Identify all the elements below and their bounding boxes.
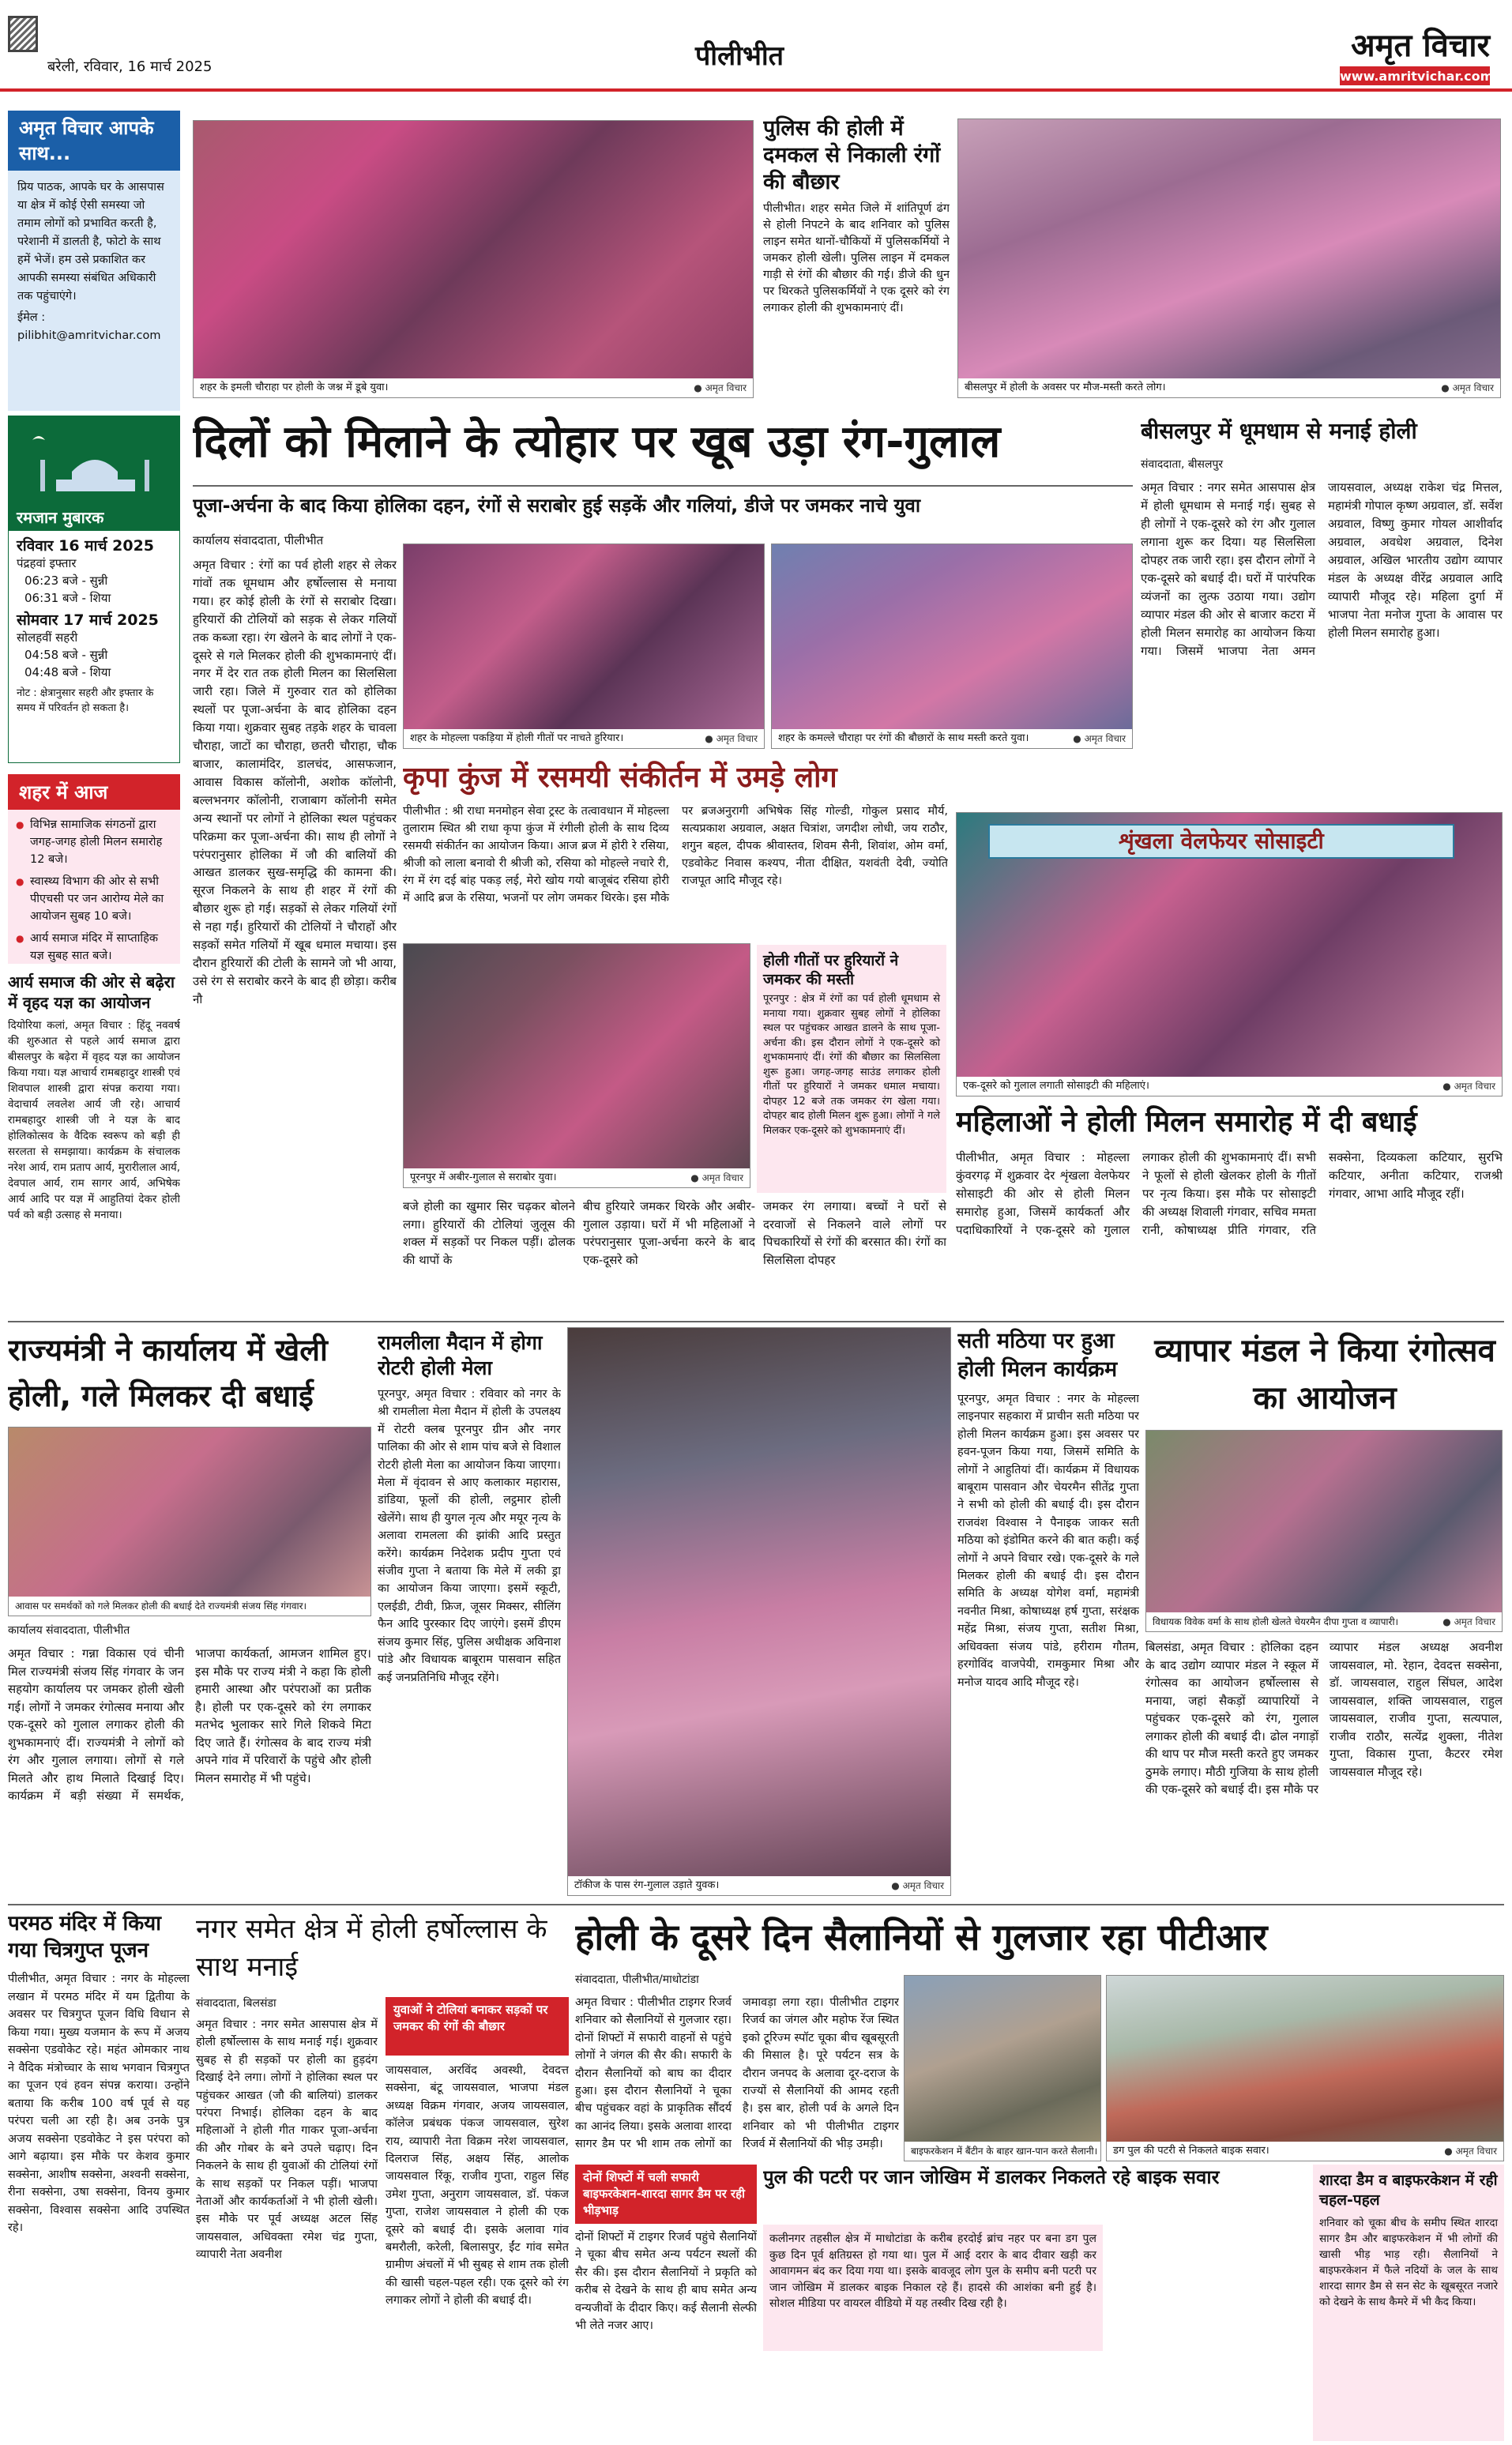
bisalpur-text: अमृत विचार : नगर समेत आसपास क्षेत्र में होली धूमधाम से मनाई गई। सुबह से ही लोगों ने एक-दूसरे को रंग और गुलाल लगाना शुरू कर दिया। यह सिलसिला दोपहर तक जारी रहा। इस दौरान लोगों ने एक-दूसरे को बधाई दी। घरों में पारंपरिक व्यंजनों का लुत्फ उठाया गया। उद्योग व्यापार मंडल की ओर से बाजार कटरा में होली मिलन समारोह का आयोजन किया गया। जिसमें भाजपा नेता अमन जायसवाल, अध्यक्ष राकेश चंद्र मित्तल, महामंत्री गोपाल कृष्ण अग्रवाल, डॉ. सर्वेश अग्रवाल, विष्णु कुमार गोयल आशीर्वाद अग्रवाल, अवधेश अग्रवाल, दिनेश अग्रवाल, अखिल भारतीय उद्योग व्यापार मंडल के अध्यक्ष वीरेंद्र अग्रवाल आदि व्यापारी मौजूद रहे। महिला दुर्गा में भाजपा नेता मनोज गुप्ता के आवास पर होली मिलन समारोह हुआ।: [1141, 480, 1503, 658]
vyapar-photo: [1145, 1430, 1503, 1632]
photo-caption: पूरनपुर में अबीर-गुलाल से सराबोर युवा।: [410, 1172, 557, 1183]
nagar-col1: [196, 2016, 378, 2441]
sati-headline: सती मठिया पर हुआ होली मिलन कार्यक्रम: [957, 1329, 1118, 1382]
kripa-story: [403, 803, 948, 937]
nagar-col2: [386, 2062, 569, 2441]
main-headline: [193, 411, 1133, 483]
mahila-headline-text: महिलाओं ने होली मिलन समारोह में दी बधाई: [956, 1106, 1417, 1138]
day2-title: सोमवार 17 मार्च 2025: [17, 611, 159, 629]
bisalpur-story: [1141, 479, 1503, 809]
sharda-headline: शारदा डैम व बाइफरकेशन में रही चहल-पहल: [1319, 2172, 1498, 2209]
ramzan-title: रमजान मुबारक: [9, 503, 179, 531]
minister-story: [8, 1645, 371, 1898]
main-col4-text: जमकर रंग लगाया। बच्चों ने घरों से दरवाजों से निकलने वाले लोगों पर पिचकारियों से रंगों की बरसात की। रंगों का सिलसिला दोपहर: [763, 1199, 946, 1267]
masthead: [0, 0, 1512, 85]
main-col1: [193, 556, 397, 1354]
ramlila-headline: रामलीला मैदान में होगा रोटरी होली मेला: [378, 1331, 543, 1379]
bridge-box: [763, 2225, 1103, 2351]
day1-sub: पंद्रहवां इफ्तार: [17, 556, 77, 570]
main-photo-kamalle: [771, 544, 1133, 749]
ramlila-story: [378, 1330, 561, 1899]
photo-credit: ● अमृत विचार: [1442, 1616, 1495, 1627]
police-text: पीलीभीत। शहर समेत जिले में शांतिपूर्ण ढंग से होली निपटने के बाद शनिवार को पुलिस लाइन समेत थानों-चौकियों में पुलिसकर्मियों ने जमकर होली खेली। पुलिस लाइन में दमकल गाड़ी से रंगों की बौछार की गई। डीजे की धुन पर थिरकते पुलिसकर्मियों ने एक दूसरे को रंग लगाकर होली की शुभकामनाएं दीं।: [763, 202, 950, 314]
main-col1-text: अमृत विचार : रंगों का पर्व होली शहर से लेकर गांवों तक धूमधाम और हर्षोल्लास से मनाया गया। हर कोई होली के रंगों से सराबोर दिखा। हुरियारों की टोलियों को सड़क से लेकर गलियों तक कब्जा रहा। रंग खेलने के बाद लोगों ने एक-दूसरे से गले मिलकर होली की शुभकामनाएं दीं। नगर में देर रात तक होली मिलन का सिलसिला जारी रहा। जिले में गुरुवार रात को होलिका स्थलों पर पूजा-अर्चना के बाद होलिका दहन किया गया। शुक्रवार सुबह तड़के शहर के चावला चौराहा, जाटों का चौराहा, छतरी चौराहा, चौक बाजार, कालामंदिर, डालचंद, आसफजान, आवास विकास कॉलोनी, अशोक कॉलोनी, बल्लभनगर कॉलोनी, राजाबाग कॉलोनी समेत अन्य स्थानों पर लोगों ने होलिका स्थल पहुंचकर परिक्रमा कर पूजा-अर्चना की। साथ ही लोगों ने परंपरानुसार होलिका में जौ की बालियों की आखत डालकर सुख-समृद्धि की कामना की। सूरज निकलने के साथ ही शहर में रंगों की बौछार शुरू हो गई। सड़कों से लेकर गलियों रंगों से नहा गईं। हुरियारों की टोलियों ने चौराहों और सड़कों समेत गलियों में खूब धमाल मचाया। इस दौरान हुरियारों की टोली के सामने जो भी आया, उसे रंग से सराबोर करने के बाद ही छोड़ा। करीब नौ: [193, 558, 397, 1006]
vyapar-headline-text: व्यापार मंडल ने किया रंगोत्सव का आयोजन: [1154, 1333, 1495, 1416]
main-byline: कार्यालय संवाददाता, पीलीभीत: [193, 533, 324, 547]
bisalpur-headline-text: बीसलपुर में धूमधाम से मनाई होली: [1141, 418, 1417, 444]
arya-text: दियोरिया कलां, अमृत विचार : हिंदू नववर्ष की शुरुआत से पहले आर्य समाज द्वारा बीसलपुर के बढ़ेरा में वृहद यज्ञ का आयोजन किया गया। यज्ञ आचार्य रामबहादुर शास्त्री एवं शिवपाल शास्त्री द्वारा संपन्न कराया गया। वेदाचार्य लवलेश आर्य जी रहे। आचार्य रामबहादुर शास्त्री जी ने यज्ञ के बाद होलिकोत्सव के वैदिक स्वरूप को बड़ी ही सरलता से समझाया। कार्यक्रम के संचालक नरेश आर्य, राम प्रताप आर्य, मुरारीलाल आर्य, देवपाल आर्य, राम सागर आर्य, अभिषेक आर्य आदि पर यज्ञ में आहुतियां देकर होली पर्व को बड़ी उत्साह से मनाया।: [8, 1019, 180, 1221]
society-banner: शृंखला वेलफेयर सोसाइटी: [988, 824, 1454, 859]
police-holi-story: [763, 115, 950, 400]
headline-rule: [193, 485, 1133, 487]
day2-sub: सोलहवीं सहरी: [17, 630, 78, 645]
day1-time1: 06:23 बजे - सुन्नी: [24, 574, 108, 588]
nagar-sub-box: युवाओं ने टोलियां बनाकर सड़कों पर जमकर की रंगों की बौछार: [386, 1997, 569, 2056]
newspaper-logo-icon: [8, 16, 38, 52]
kripa-text: पीलीभीत : श्री राधा मनमोहन सेवा ट्रस्ट के तत्वावधान में मोहल्ला तुलाराम स्थित श्री राधा कृपा कुंज में रंगीली होली के साथ दिव्य रसमयी संकीर्तन का आयोजन किया। आज ब्रज में होरी रे रसिया, श्रीजी को लाला बनावो री श्रीजी को, रसिया को मोहल्ले नचारे री, रंग में रंग दई बांह पकड़ लई, मेरो खोय गयो बाजूबंद रसिया होरी में आदि ब्रज के रसिया, भजनों पर लोग जमकर थिरके। इस मौके पर ब्रजअनुरागी अभिषेक सिंह गोल्डी, गोकुल प्रसाद मौर्य, सत्यप्रकाश अग्रवाल, अक्षत चित्रांश, जगदीश लोधी, जय राठौर, शगुन बहल, दीपक श्रीवास्तव, शिवम सैनी, शिवांश, ओम वर्मा, एडवोकेट निवास कश्यप, नीता दीक्षित, यशवंती देवी, ज्योति राजपूत आदि मौजूद रहे।: [403, 805, 948, 905]
ramlila-text: पूरनपुर, अमृत विचार : रविवार को नगर के श्री रामलीला मेला मैदान में होली के उपलक्ष्य में रोटरी क्लब पूरनपुर ग्रीन और नगर पालिका की ओर से शाम पांच बजे से विशाल रोटरी होली मेला का आयोजन किया जाएगा। मेला में वृंदावन से आए कलाकार महारास, डांडिया, फूलों की होली, लट्ठमार होली खेलेंगे। साथ ही युगल नृत्य और मयूर नृत्य के अलावा रामलला की झांकी आदि प्रस्तुत करेंगे। कार्यक्रम निदेशक प्रदीप गुप्ता एवं संजीव गुप्ता ने बताया कि मेले में लकी ड्रा का आयोजन किया जाएगा। इसमें स्कूटी, एलईडी, टीवी, फ्रिज, जूसर मिक्सर, सीलिंग फैन आदि पुरस्कार दिए जाएंगे। इसमें डीएम संजय कुमार सिंह, पुलिस अधीक्षक अविनाश पांडे और विधायक बाबूराम पासवान सहित कई जनप्रतिनिधि मौजूद रहेंगे।: [378, 1388, 561, 1684]
with-you-box: [8, 111, 180, 411]
main-col4: [763, 1198, 946, 1316]
photo-credit: ● अमृत विचार: [1073, 733, 1126, 744]
arya-samaj-story: [8, 972, 180, 1288]
nagar-headline-text: नगर समेत क्षेत्र में होली हर्षोल्लास के साथ मनाई: [196, 1913, 547, 1983]
main-col3: [583, 1198, 755, 1316]
with-you-text: प्रिय पाठक, आपके घर के आसपास या क्षेत्र में कोई ऐसी समस्या जो तमाम लोगों को प्रभावित करती है, परेशानी में डालती है, फोटो के साथ हमें भेजें। हम उसे प्रकाशित कर आपकी समस्या संबंधित अधिकारी तक पहुंचाएंगे।: [17, 181, 164, 303]
day1-time2: 06:31 बजे - शिया: [24, 591, 111, 605]
day2-time1: 04:58 बजे - सुन्नी: [24, 648, 108, 662]
issue-date: बरेली, रविवार, 16 मार्च 2025: [47, 58, 213, 75]
mahila-headline: [956, 1101, 1503, 1145]
holi-geet-text: पूरनपुर : क्षेत्र में रंगों का पर्व होली धूमधाम से मनाया गया। शुक्रवार सुबह लोगों ने होलिका स्थल पर पहुंचकर आखत डालने के साथ पूजा-अर्चना की। इस दौरान लोगों ने एक-दूसरे को शुभकामनाएं दीं। रंगों की बौछार का सिलसिला शुरू हुआ। जगह-जगह साउंड लगाकर होली गीतों पर हुरियारों ने जमकर धमाल मचाया। दोपहर 12 बजे तक जमकर रंग खेला गया। दोपहर बाद होली मिलन शुरू हुआ। लोगों ने गले मिलकर एक-दूसरे को शुभकामनाएं दीं।: [763, 993, 940, 1137]
bridge-story: [763, 2165, 1305, 2441]
bridge-text: कलीनगर तहसील क्षेत्र में माधोटांडा के करीब हरदोई ब्रांच नहर पर बना डग पुल कुछ दिन पूर्व क्षतिग्रस्त हो गया था। पुल में आई दरार के बाद दीवार खड़ी कर आवागमन बंद कर दिया गया था। इसके बावजूद लोग पुल के समीप बनी पटरी पर जान जोखिम में डालकर बाइक निकाल रहे हैं। हादसे की आशंका बनी हुई है। सोशल मीडिया पर वायरल वीडियो में यह तस्वीर दिख रही है।: [769, 2232, 1096, 2310]
today-item: ● विभिन्न सामाजिक संगठनों द्वारा जगह-जगह होली मिलन समारोह 12 बजे।: [16, 816, 172, 868]
bisalpur-byline: संवाददाता, बीसलपुर: [1141, 458, 1224, 471]
minister-byline: कार्यालय संवाददाता, पीलीभीत: [8, 1624, 130, 1637]
photo-credit: ● अमृत विचार: [690, 1172, 743, 1183]
photo-caption: शहर के इमली चौराहा पर होली के जश्न में डूबे युवा।: [200, 382, 389, 393]
kripa-headline-text: कृपा कुंज में रसमयी संकीर्तन में उमड़े लोग: [403, 762, 837, 794]
today-item: ● आर्य समाज मंदिर में साप्ताहिक यज्ञ सुबह सात बजे।: [16, 930, 172, 964]
photo-caption: टॉकीज के पास रंग-गुलाल उड़ाते युवक।: [574, 1879, 720, 1891]
police-headline: पुलिस की होली में दमकल से निकाली रंगों की बौछार: [763, 116, 941, 194]
mahila-text: पीलीभीत, अमृत विचार : मोहल्ला कुंवरगढ़ में शुक्रवार देर शृंखला वेलफेयर सोसाइटी की ओर से होली मिलन समारोह हुआ, जिसमें कार्यकर्ता और पदाधिकारियों ने एक-दूसरे को गुलाल लगाकर होली की शुभकामनाएं दीं। सभी ने फूलों से होली खेलकर होली के गीतों पर नृत्य किया। इस मौके पर सोसाइटी की अध्यक्ष शिवाली गंगवार, सचिव ममता रानी, कोषाध्यक्ष प्रीति गंगवार, रति सक्सेना, दिव्यकला कटियार, सुरभि कटियार, अनीता कटियार, राजश्री गंगवार, आभा आदि मौजूद रहीं।: [956, 1150, 1503, 1237]
main-subheadline: [193, 490, 1141, 525]
today-item: ● स्वास्थ्य विभाग की ओर से सभी पीएचसी पर जन आरोग्य मेले का आयोजन सुबह 10 बजे।: [16, 873, 172, 925]
with-you-title: अमृत विचार आपके साथ...: [8, 111, 180, 171]
mahila-story: [956, 1149, 1503, 1316]
minister-text: अमृत विचार : गन्ना विकास एवं चीनी मिल राज्यमंत्री संजय सिंह गंगवार के जन सहयोग कार्यालय पर जमकर होली खेली गई। लोगों ने जमकर रंगोत्सव मनाया और एक-दूसरे को गुलाल लगाकर होली की शुभकामनाएं दीं। राज्यमंत्री ने लोगों को रंग और गुलाल लगाया। लोगों से गले मिलते और हाथ मिलाते दिखाई दिए। कार्यक्रम में बड़ी संख्या में समर्थक, भाजपा कार्यकर्ता, आमजन शामिल हुए। इस मौके पर राज्य मंत्री ने कहा कि होली हमारी आस्था और परंपराओं का प्रतीक है। होली पर एक-दूसरे को रंग लगाकर मतभेद भुलाकर सारे गिले शिकवे मिटा दिए जाते हैं। रंगोत्सव के बाद राज्य मंत्री अपने गांव में परिवारों के पहुंचे और होली मिलन समारोह में भी पहुंचे।: [8, 1646, 371, 1803]
main-photo-puranpur: [403, 943, 750, 1188]
photo-caption: बीसलपुर में होली के अवसर पर मौज-मस्ती करते लोग।: [965, 382, 1166, 393]
pti-photo-bifurcation: [904, 1975, 1101, 2161]
bridge-headline: पुल की पटरी पर जान जोखिम में डालकर निकलते रहे बाइक सवार: [763, 2166, 1220, 2188]
ramzan-box: [8, 416, 180, 763]
photo-caption: विधायक विवेक वर्मा के साथ होली खेलते चेयरमैन दीपा गुप्ता व व्यापारी।: [1153, 1616, 1399, 1627]
pti-box: [575, 2165, 757, 2441]
arya-headline: आर्य समाज की ओर से बढ़ेरा में वृहद यज्ञ का आयोजन: [8, 972, 175, 1012]
holi-geet-headline: होली गीतों पर हुरियारों ने जमकर की मस्ती: [763, 952, 899, 988]
main-subheadline-text: पूजा-अर्चना के बाद किया होलिका दहन, रंगों से सराबोर हुई सड़कें और गलियां, डीजे पर जमकर नाचे युवा: [193, 495, 921, 517]
photo-caption: एक-दूसरे को गुलाल लगाती सोसाइटी की महिलाएं।: [963, 1080, 1149, 1092]
main-col2-text: बजे होली का खुमार सिर चढ़कर बोलने लगा। हुरियारों की टोलियां जुलूस की शक्ल में सड़कों पर निकल पड़ीं। ढोलक की थापों के: [403, 1199, 575, 1267]
pti-headline-text: होली के दूसरे दिन सैलानियों से गुलजार रहा पीटीआर: [575, 1916, 1268, 1958]
day1-title: रविवार 16 मार्च 2025: [17, 537, 155, 555]
main-col3-text: बीच हुरियारे जमकर थिरके और अबीर-गुलाल उड़ाया। घरों में भी महिलाओं ने परंपरानुसार पूजा-अर्चना करने के बाद एक-दूसरे को: [583, 1199, 755, 1267]
photo-caption: बाइफरकेशन में बैंटीन के बाहर खान-पान करते सैलानी।: [911, 2146, 1098, 2157]
main-headline-text: दिलों को मिलाने के त्योहार पर खूब उड़ा रंग-गुलाल: [193, 416, 1001, 468]
photo-credit: ● अमृत विचार: [1444, 2146, 1497, 2157]
paramath-text: पीलीभीत, अमृत विचार : नगर के मोहल्ला लखान में परमठ मंदिर में यम द्वितीया के अवसर पर चित्रगुप्त पूजन विधि विधान से किया गया। मुख्य यजमान के रूप में अजय सक्सेना एडवोकेट रहे। महंत ओमकार नाथ ने वैदिक मंत्रोच्चार के साथ भगवान चित्रगुप्त का पूजन एवं हवन संपन्न कराया। उन्होंने बताया कि करीब 100 वर्ष पूर्व से यह परंपरा चली आ रही है। अब उनके पुत्र अजय सक्सेना एडवोकेट ने इस परंपरा को आगे बढ़ाया। इस मौके पर केशव कुमार सक्सेना, आशीष सक्सेना, अश्वनी सक्सेना, रीना सक्सेना, उषा सक्सेना, विनय कुमार सक्सेना, विश्वास सक्सेना आदि उपस्थित रहे।: [8, 1973, 190, 2234]
holi-photo-bisalpur: [957, 118, 1501, 398]
pti-text: अमृत विचार : पीलीभीत टाइगर रिजर्व शनिवार को सैलानियों से गुलजार रहा। दोनों शिफ्टों में सफारी वाहनों से पहुंचे लोगों ने जंगल की सैर की। सफारी के दौरान सैलानियों को बाघ का दीदार हुआ। इस दौरान सैलानियों ने चूका बीच पहुंचकर वहां के प्राकृतिक सौंदर्य का आनंद लिया। इसके अलावा शारदा सागर डैम पर भी शाम तक लोगों का जमावड़ा लगा रहा। पीलीभीत टाइगर रिजर्व का जंगल और महोफ रेंज स्थित इको टूरिज्म स्पॉट चूका बीच खूबसूरती की मिसाल है। पूरे पर्यटन सत्र के दौरान जनपद के अलावा दूर-दराज के राज्यों से सैलानियों की आमद रहती है। इस बार, होली पर्व के अगले दिन शनिवार को भी पीलीभीत टाइगर रिजर्व में सैलानियों की भीड़ उमड़ी।: [575, 1996, 899, 2151]
vyapar-headline: [1145, 1327, 1504, 1427]
photo-caption: शहर के कमल्ले चौराहा पर रंगों की बौछारों के साथ मस्ती करते युवा।: [778, 732, 1029, 744]
bisalpur-headline: [1141, 414, 1504, 452]
minister-photo: [8, 1427, 371, 1616]
kripa-headline: [403, 758, 948, 799]
pti-box-text: दोनों शिफ्टों में टाइगर रिजर्व पहुंचे सैलानियों ने चूका बीच समेत अन्य पर्यटन स्थलों की सैर की। इस दौरान सैलानियों ने प्रकृति को करीब से देखने के साथ ही बाघ समेत अन्य वन्यजीवों के दीदार किए। कई सैलानी सेल्फी भी लेते नजर आए।: [575, 2231, 757, 2333]
today-title: शहर में आज: [8, 774, 180, 810]
photo-credit: ● अमृत विचार: [1442, 1081, 1495, 1092]
day2-time2: 04:48 बजे - शिया: [24, 665, 111, 679]
masthead-divider: [0, 88, 1512, 92]
mahila-photo: [956, 812, 1503, 1096]
nagar-headline: [196, 1910, 569, 1989]
holi-geet-box: [757, 945, 946, 1193]
today-box: [8, 774, 180, 964]
photo-credit: ● अमृत विचार: [1441, 382, 1494, 393]
sharda-text: शनिवार को चूका बीच के समीप स्थित शारदा सागर डैम और बाइफरकेशन में भी लोगों की खासी भीड़ भाड़ रही। सैलानियों ने बाइफरकेशन में फैले नदियों के जल के साथ शारदा सागर डैम से सन सेट के खूबसूरत नजारे को देखने के साथ कैमरे में भी कैद किया।: [1319, 2217, 1498, 2308]
paramath-story: [8, 1910, 190, 2441]
holi-photo-imli-chauraha: [193, 120, 754, 398]
email-line[interactable]: ईमेल : pilibhit@amritvichar.com: [17, 311, 161, 342]
photo-credit: ● अमृत विचार: [705, 733, 758, 744]
minister-headline-text: राज्यमंत्री ने कार्यालय में खेली होली, गले मिलकर दी बधाई: [8, 1333, 328, 1413]
main-col2: [403, 1198, 575, 1316]
photo-caption: शहर के मोहल्ला पकड़िया में होली गीतों पर नाचते हुरियार।: [410, 732, 624, 744]
pti-headline: [575, 1910, 1504, 1967]
photo-credit: ● अमृत विचार: [694, 382, 747, 393]
website-link[interactable]: www.amritvichar.com: [1340, 66, 1490, 85]
sati-story: [957, 1327, 1139, 1899]
edition-city: पीलीभीत: [695, 40, 784, 72]
section-rule: [8, 1904, 1504, 1905]
mosque-icon: [9, 416, 179, 503]
brand-name: अमृत विचार: [1351, 28, 1490, 64]
sharda-box: [1313, 2165, 1504, 2441]
photo-caption: आवास पर समर्थकों को गले मिलकर होली की बधाई देते राज्यमंत्री संजय सिंह गंगवार।: [15, 1601, 307, 1612]
pti-byline: संवाददाता, पीलीभीत/माधोटांडा: [575, 1973, 699, 1986]
pti-box-headline: दोनों शिफ्टों में चली सफारी बाइफरकेशन-शारदा सागर डैम पर रही भीड़भाड़: [575, 2165, 757, 2224]
talkies-photo: [567, 1327, 951, 1896]
section-rule: [8, 1321, 1504, 1322]
ramzan-note: नोट : क्षेत्रानुसार सहरी और इफ्तार के समय में परिवर्तन हो सकता है।: [17, 687, 154, 714]
vyapar-text: बिलसंडा, अमृत विचार : होलिका दहन के बाद उद्योग व्यापार मंडल ने स्कूल में रंगोत्सव का आयोजन हर्षोल्लास से मनाया, जहां सैकड़ों व्यापारियों ने पहुंचकर एक-दूसरे को रंग, गुलाल लगाकर होली की बधाई दी। ढोल नगाड़ों की थाप पर मौज मस्ती करते हुए जमकर ठुमके लगाए। मौठी गुजिया के साथ होली की एक-दूसरे को बधाई दी। इस मौके पर व्यापार मंडल अध्यक्ष अवनीश जायसवाल, मो. रेहान, देवदत्त सक्सेना, डॉ. जायसवाल, राहुल सिंघल, आदेश जायसवाल, शक्ति जायसवाल, राहुल जायसवाल, राजीव गुप्ता, सत्यपाल, राजीव राठौर, सत्येंद्र शुक्ला, नीतेश गुप्ता, विकास गुप्ता, कैटरर रमेश जायसवाल मौजूद रहे।: [1145, 1640, 1503, 1796]
photo-credit: ● अमृत विचार: [891, 1880, 944, 1891]
vyapar-story: [1145, 1638, 1503, 1899]
nagar-byline: संवाददाता, बिलसंडा: [196, 1997, 276, 2010]
pti-photo-bridge: [1106, 1975, 1504, 2161]
paramath-headline: परमठ मंदिर में किया गया चित्रगुप्त पूजन: [8, 1912, 161, 1962]
sati-text: पूरनपुर, अमृत विचार : नगर के मोहल्ला लाइनपार सहकारा में प्राचीन सती मठिया पर होली मिलन कार्यक्रम हुआ। इस अवसर पर हवन-पूजन किया गया, जिसमें समिति के लोगों ने आहुतियां दीं। कार्यक्रम में विधायक बाबूराम पासवान और चेयरमैन सीतेंद्र गुप्ता ने सभी को होली की बधाई दी। इस दौरान राजवंश विश्वास ने पैनाइक जाकर सती मठिया को इंडोमित करने की बात कही। कई लोगों ने अपने विचार रखे। एक-दूसरे के गले मिलकर होली की बधाई दी। इस दौरान समिति के अध्यक्ष योगेश वर्मा, महामंत्री नवनीत मिश्रा, कोषाध्यक्ष हर्ष गुप्ता, सरंक्षक महेंद्र मिश्रा, संजय गुप्ता, सतीश मिश्रा, अधिवक्ता संजय पांडे, हरीराम गौतम, हरगोविंद वाजपेयी, रामकुमार मिश्रा और मनोज यादव आदि मौजूद रहे।: [957, 1393, 1139, 1689]
main-photo-pakadiya: [403, 544, 765, 749]
nagar-col2-text: जायसवाल, अरविंद अवस्थी, देवदत्त सक्सेना, बंटू जायसवाल, भाजपा मंडल अध्यक्ष विक्रम गंगवार, अजय जायसवाल, कॉलेज प्रबंधक पंकज जायसवाल, सुरेश राय, व्यापारी नेता विक्रम नरेश जायसवाल, दिलराज सिंह, अक्षय सिंह, आलोक जायसवाल रिंकू, राजीव गुप्ता, राहुल सिंह उमेश गुप्ता, अनुराग जायसवाल, डॉ. पंकज गुप्ता, राजेश जायसवाल ने होली की एक दूसरे को बधाई दी। इसके अलावा गांव बमरौली, करेली, बिलासपुर, ईंट गांव समेत ग्रामीण अंचलों में भी सुबह से शाम तक होली की खासी चहल-पहल रही। एक दूसरे को रंग लगाकर लोगों ने होली की बधाई दी।: [386, 2064, 569, 2308]
nagar-text: अमृत विचार : नगर समेत आसपास क्षेत्र में होली हर्षोल्लास के साथ मनाई गई। शुक्रवार सुबह से ही सड़कों पर होली का हुड़दंग दिखाई देने लगा। लोगों ने होलिका स्थल पर पहुंचकर आखत (जौ की बालियां) डालकर परंपरा निभाई। होलिका दहन के बाद महिलाओं ने होली गीत गाकर पूजा-अर्चना की और गोबर के बने उपले चढ़ाए। दिन निकलने के साथ ही युवाओं की टोलियां रंगों के साथ सड़कों पर निकल पड़ीं। भाजपा नेताओं और कार्यकर्ताओं ने भी होली खेली। इस मौके पर पूर्व अध्यक्ष अटल सिंह जायसवाल, अधिवक्ता रमेश चंद्र गुप्ता, व्यापारी नेता अवनीश: [196, 2018, 378, 2262]
photo-caption: डग पुल की पटरी से निकलते बाइक सवार।: [1113, 2145, 1269, 2157]
minister-headline: [8, 1327, 371, 1422]
pti-story: [575, 1994, 899, 2153]
